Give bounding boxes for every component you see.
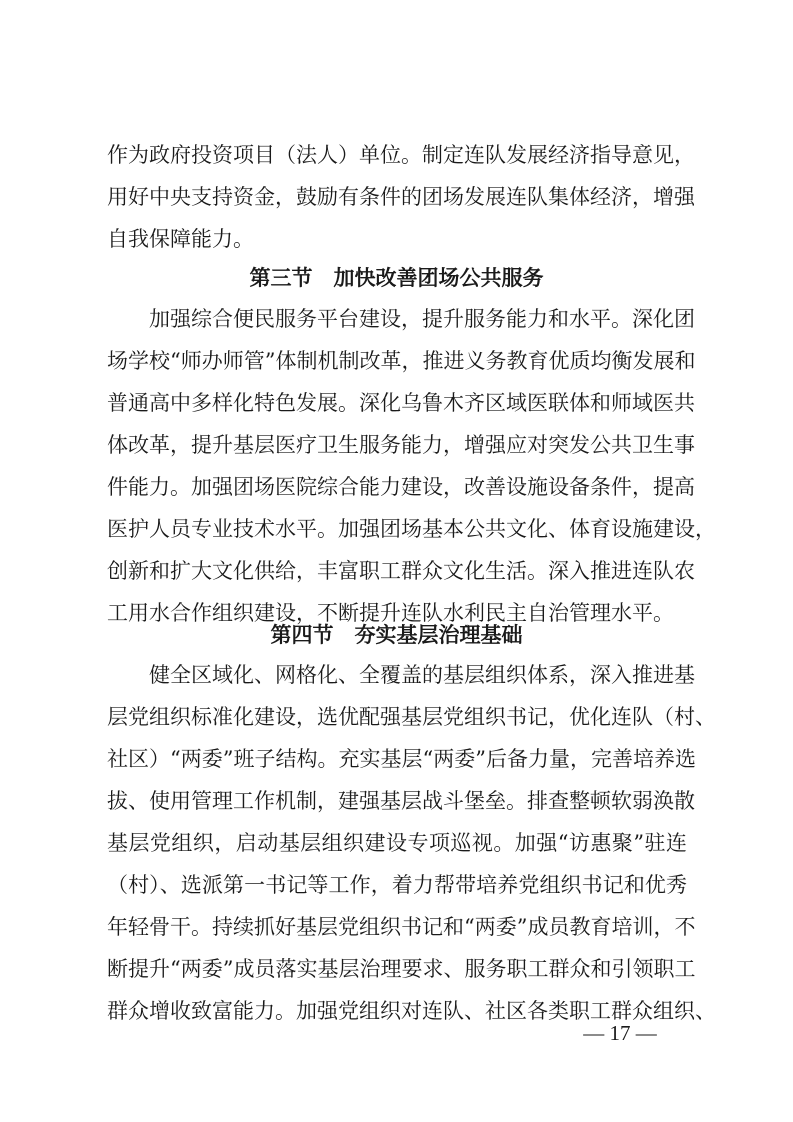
- page-number: — 17 —: [583, 1021, 657, 1045]
- paragraph-line: 工用水合作组织建设，不断提升连队水利民主自治管理水平。: [107, 601, 674, 625]
- paragraph-line: 普通高中多样化特色发展。深化乌鲁木齐区域医联体和师域医共: [107, 391, 695, 415]
- paragraph-line: 用好中央支持资金，鼓励有条件的团场发展连队集体经济，增强: [107, 185, 695, 209]
- paragraph-line: 健全区域化、网格化、全覆盖的基层组织体系，深入推进基: [149, 663, 695, 687]
- paragraph-line: 年轻骨干。持续抓好基层党组织书记和“两委”成员教育培训，不: [107, 915, 696, 939]
- paragraph-line: 社区）“两委”班子结构。充实基层“两委”后备力量，完善培养选: [107, 747, 696, 771]
- paragraph-line: 加强综合便民服务平台建设，提升服务能力和水平。深化团: [149, 307, 695, 331]
- paragraph-line: 体改革，提升基层医疗卫生服务能力，增强应对突发公共卫生事: [107, 433, 695, 457]
- paragraph-line: （村）、选派第一书记等工作，着力帮带培养党组织书记和优秀: [107, 873, 687, 897]
- section-heading: 第三节 加快改善团场公共服务: [249, 265, 544, 290]
- paragraph-line: 场学校“师办师管”体制机制改革，推进义务教育优质均衡发展和: [107, 349, 696, 373]
- paragraph-line: 断提升“两委”成员落实基层治理要求、服务职工群众和引领职工: [107, 957, 696, 981]
- paragraph-line: 拔、使用管理工作机制，建强基层战斗堡垒。排查整顿软弱涣散: [107, 789, 695, 813]
- paragraph-line: 层党组织标准化建设，选优配强基层党组织书记，优化连队（村、: [107, 705, 716, 729]
- paragraph-line: 自我保障能力。: [107, 227, 254, 251]
- paragraph-line: 医护人员专业技术水平。加强团场基本公共文化、体育设施建设，: [107, 517, 716, 541]
- section-heading: 第四节 夯实基层治理基础: [270, 622, 523, 647]
- paragraph-line: 作为政府投资项目（法人）单位。制定连队发展经济指导意见，: [107, 143, 695, 167]
- paragraph-line: 创新和扩大文化供给，丰富职工群众文化生活。深入推进连队农: [107, 559, 695, 583]
- paragraph-line: 群众增收致富能力。加强党组织对连队、社区各类职工群众组织、: [107, 999, 716, 1023]
- paragraph-line: 基层党组织，启动基层组织建设专项巡视。加强“访惠聚”驻连: [107, 831, 687, 855]
- paragraph-line: 件能力。加强团场医院综合能力建设，改善设施设备条件，提高: [107, 475, 695, 499]
